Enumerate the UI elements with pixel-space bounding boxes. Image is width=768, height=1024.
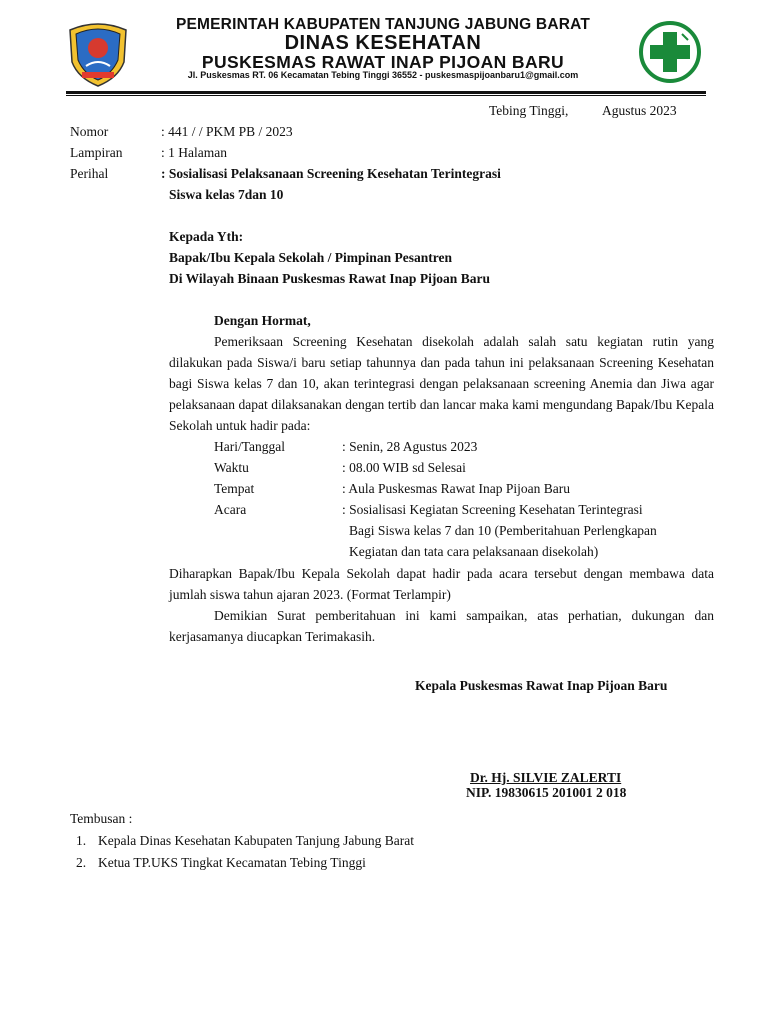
body-paragraph-1: Pemeriksaan Screening Kesehatan disekolah adalah salah satu kegiatan rutin yang dilakukan pada Siswa/i baru setiap tahunnya dan pada tahun ini pelaksanaan Screening Kesehatan bagi Siswa kelas 7 dan 10, akan terintegrasi dengan pelaksanaan screening Anemia dan Jiwa agar pelaksanaan dapat dilaksanakan dengan tertib dan lancar maka kami mengundang Bapak/Ibu Kepala Sekolah untuk hadir pada: (169, 334, 714, 433)
meta-value-nomor: : 441 / / PKM PB / 2023 (161, 124, 293, 139)
signature-name: Dr. Hj. SILVIE ZALERTI (470, 770, 622, 785)
schedule-value-time: : 08.00 WIB sd Selesai (342, 460, 466, 475)
greeting: Dengan Hormat, (214, 313, 311, 328)
schedule-value-date: : Senin, 28 Agustus 2023 (342, 439, 478, 454)
recipient-line3: Di Wilayah Binaan Puskesmas Rawat Inap Pijoan Baru (169, 271, 490, 286)
signature-nip: NIP. 19830615 201001 2 018 (466, 785, 627, 800)
letterhead (66, 14, 706, 92)
date: Agustus 2023 (602, 103, 677, 118)
cc-item-number: 2. (76, 855, 87, 870)
schedule-value-event-line3: Kegiatan dan tata cara pelaksanaan disekolah) (349, 544, 599, 559)
meta-label-perihal: Perihal (70, 166, 109, 181)
cc-heading: Tembusan : (70, 811, 133, 826)
schedule-label-date: Hari/Tanggal (214, 439, 286, 454)
meta-label-nomor: Nomor (70, 124, 109, 139)
recipient-line2: Bapak/Ibu Kepala Sekolah / Pimpinan Pesantren (169, 250, 452, 265)
meta-value-lampiran: : 1 Halaman (161, 145, 227, 160)
letterhead-institution: PUSKESMAS RAWAT INAP PIJOAN BARU (201, 52, 565, 72)
body-paragraph-2: Diharapkan Bapak/Ibu Kepala Sekolah dapat hadir pada acara tersebut dengan membawa data jumlah siswa tahun ajaran 2023. (Format Terlampir) (169, 566, 714, 602)
signature-title: Kepala Puskesmas Rawat Inap Pijoan Baru (415, 678, 668, 693)
cc-item: Kepala Dinas Kesehatan Kabupaten Tanjung Jabung Barat (98, 833, 414, 848)
cc-item-number: 1. (76, 833, 87, 848)
letterhead-address: Jl. Puskesmas RT. 06 Kecamatan Tebing Tinggi 36552 - puskesmaspijoanbaru1@gmail.com (187, 70, 579, 80)
schedule-value-place: : Aula Puskesmas Rawat Inap Pijoan Baru (342, 481, 570, 496)
body-paragraph-3: Demikian Surat pemberitahuan ini kami sampaikan, atas perhatian, dukungan dan kerjasamanya diucapkan Terimakasih. (169, 608, 714, 644)
recipient-line1: Kepada Yth: (169, 229, 244, 244)
schedule-value-event-line2: Bagi Siswa kelas 7 dan 10 (Pemberitahuan Perlengkapan (349, 523, 657, 538)
letterhead-government: PEMERINTAH KABUPATEN TANJUNG JABUNG BARAT (175, 16, 591, 33)
schedule-label-place: Tempat (214, 481, 255, 496)
meta-label-lampiran: Lampiran (70, 145, 123, 160)
letterhead-rule-thin (66, 95, 706, 96)
schedule-value-event: : Sosialisasi Kegiatan Screening Kesehatan Terintegrasi (342, 502, 643, 517)
schedule-label-time: Waktu (214, 460, 249, 475)
cc-item: Ketua TP.UKS Tingkat Kecamatan Tebing Tinggi (98, 855, 366, 870)
health-cross-emblem-icon (638, 20, 702, 84)
letterhead-department: DINAS KESEHATAN (284, 32, 482, 54)
schedule-label-event: Acara (214, 502, 247, 517)
letterhead-rule-thick (66, 91, 706, 94)
regency-emblem-icon (66, 18, 130, 88)
place: Tebing Tinggi, (489, 103, 569, 118)
meta-value-perihal-line2: Siswa kelas 7dan 10 (169, 187, 284, 202)
meta-value-perihal: : Sosialisasi Pelaksanaan Screening Kesehatan Terintegrasi (161, 166, 501, 181)
